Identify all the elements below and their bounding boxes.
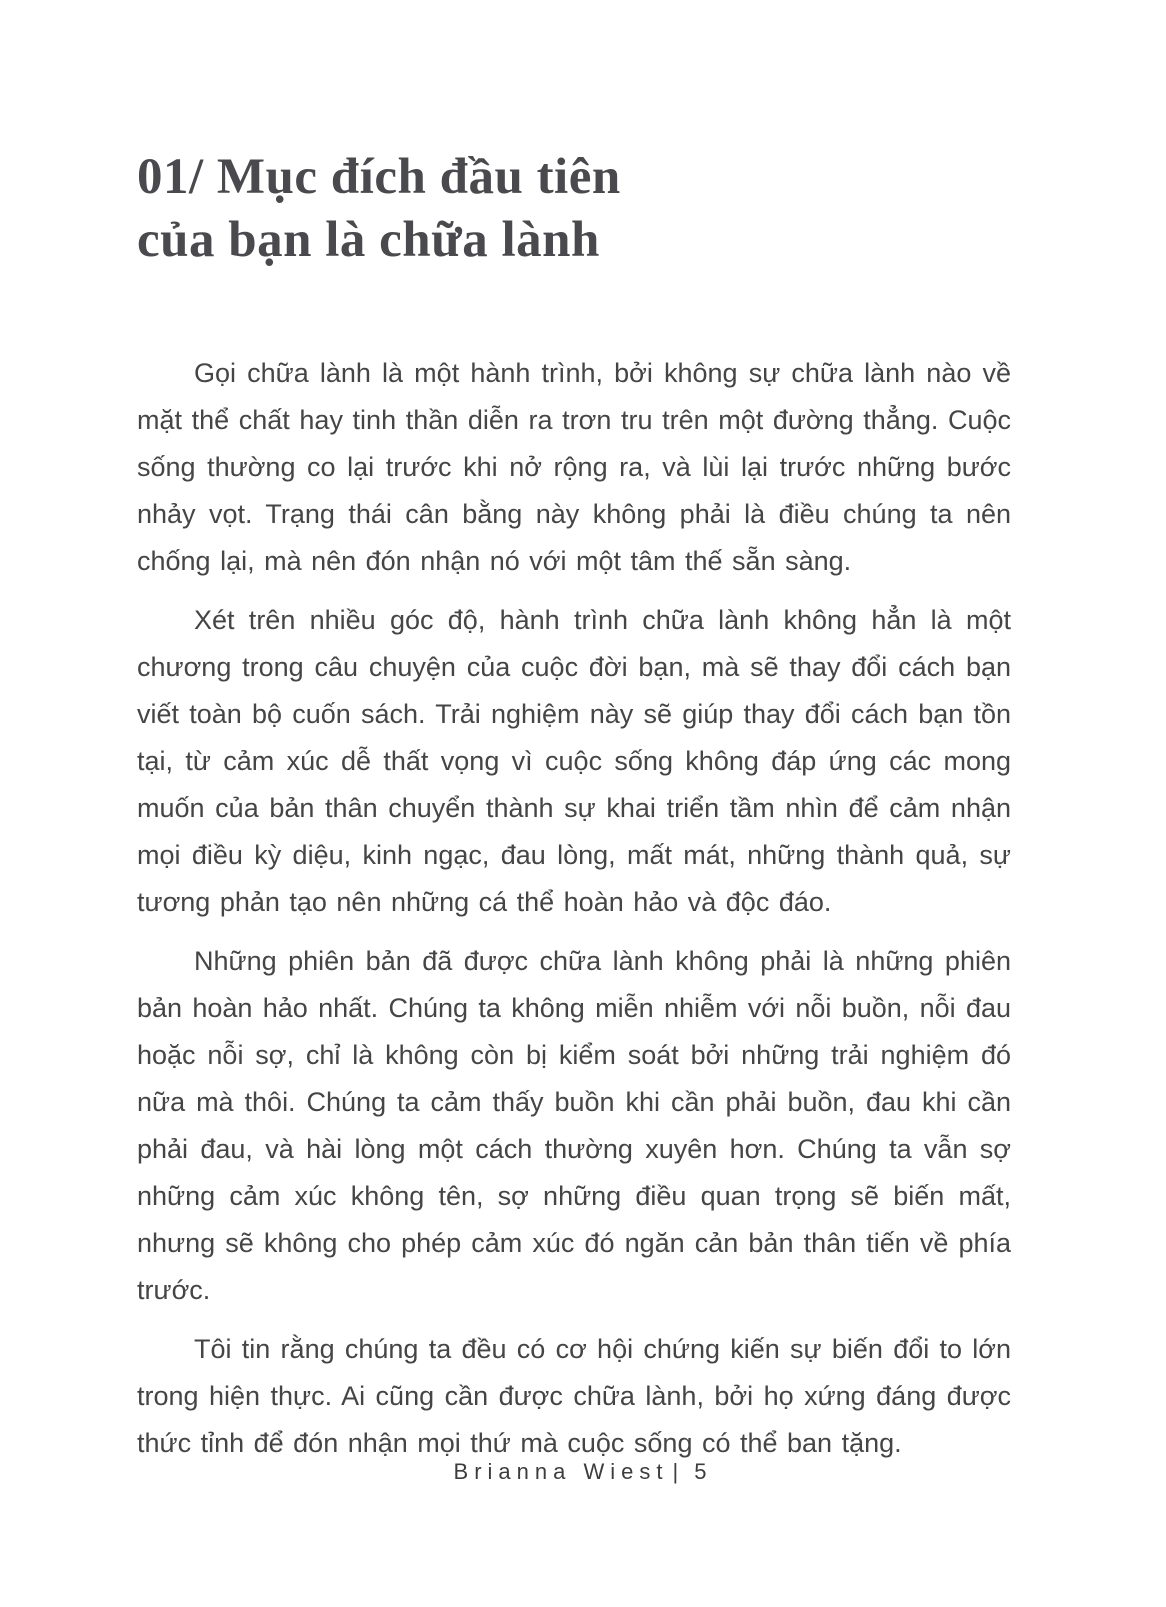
chapter-title-line-1: 01/ Mục đích đầu tiên (137, 149, 621, 205)
body-paragraph: Những phiên bản đã được chữa lành không phải là những phiên bản hoàn hảo nhất. Chúng ta không miễn nhiễm với nỗi buồn, nỗi đau hoặc nỗi sợ, chỉ là không còn bị kiểm soát bởi những trải nghiệm đó nữa mà thôi. Chúng ta cảm thấy buồn khi cần phải buồn, đau khi cần phải đau, và hài lòng một cách thường xuyên hơn. Chúng ta vẫn sợ những cảm xúc không tên, sợ những điều quan trọng sẽ biến mất, nhưng sẽ không cho phép cảm xúc đó ngăn cản bản thân tiến về phía trước. (137, 946, 1011, 1305)
chapter-body (137, 350, 1011, 1467)
body-paragraph: Tôi tin rằng chúng ta đều có cơ hội chứng kiến sự biến đổi to lớn trong hiện thực. Ai cũng cần được chữa lành, bởi họ xứng đáng được thức tỉnh để đón nhận mọi thứ mà cuộc sống có thể ban tặng. (137, 1334, 1011, 1458)
chapter-title-line-2: của bạn là chữa lành (137, 212, 600, 268)
page-content (137, 146, 1011, 1479)
footer-page-number: 5 (694, 1459, 713, 1484)
page-footer (0, 1459, 1166, 1485)
body-paragraph: Xét trên nhiều góc độ, hành trình chữa lành không hẳn là một chương trong câu chuyện của cuộc đời bạn, mà sẽ thay đổi cách bạn viết toàn bộ cuốn sách. Trải nghiệm này sẽ giúp thay đổi cách bạn tồn tại, từ cảm xúc dễ thất vọng vì cuộc sống không đáp ứng các mong muốn của bản thân chuyển thành sự khai triển tầm nhìn để cảm nhận mọi điều kỳ diệu, kinh ngạc, đau lòng, mất mát, những thành quả, sự tương phản tạo nên những cá thể hoàn hảo và độc đáo. (137, 605, 1011, 917)
chapter-title (137, 146, 1011, 272)
footer-author: Brianna Wiest (453, 1459, 669, 1484)
footer-separator: | (672, 1459, 685, 1484)
body-paragraph: Gọi chữa lành là một hành trình, bởi không sự chữa lành nào về mặt thể chất hay tinh thần diễn ra trơn tru trên một đường thẳng. Cuộc sống thường co lại trước khi nở rộng ra, và lùi lại trước những bước nhảy vọt. Trạng thái cân bằng này không phải là điều chúng ta nên chống lại, mà nên đón nhận nó với một tâm thế sẵn sàng. (137, 358, 1011, 576)
